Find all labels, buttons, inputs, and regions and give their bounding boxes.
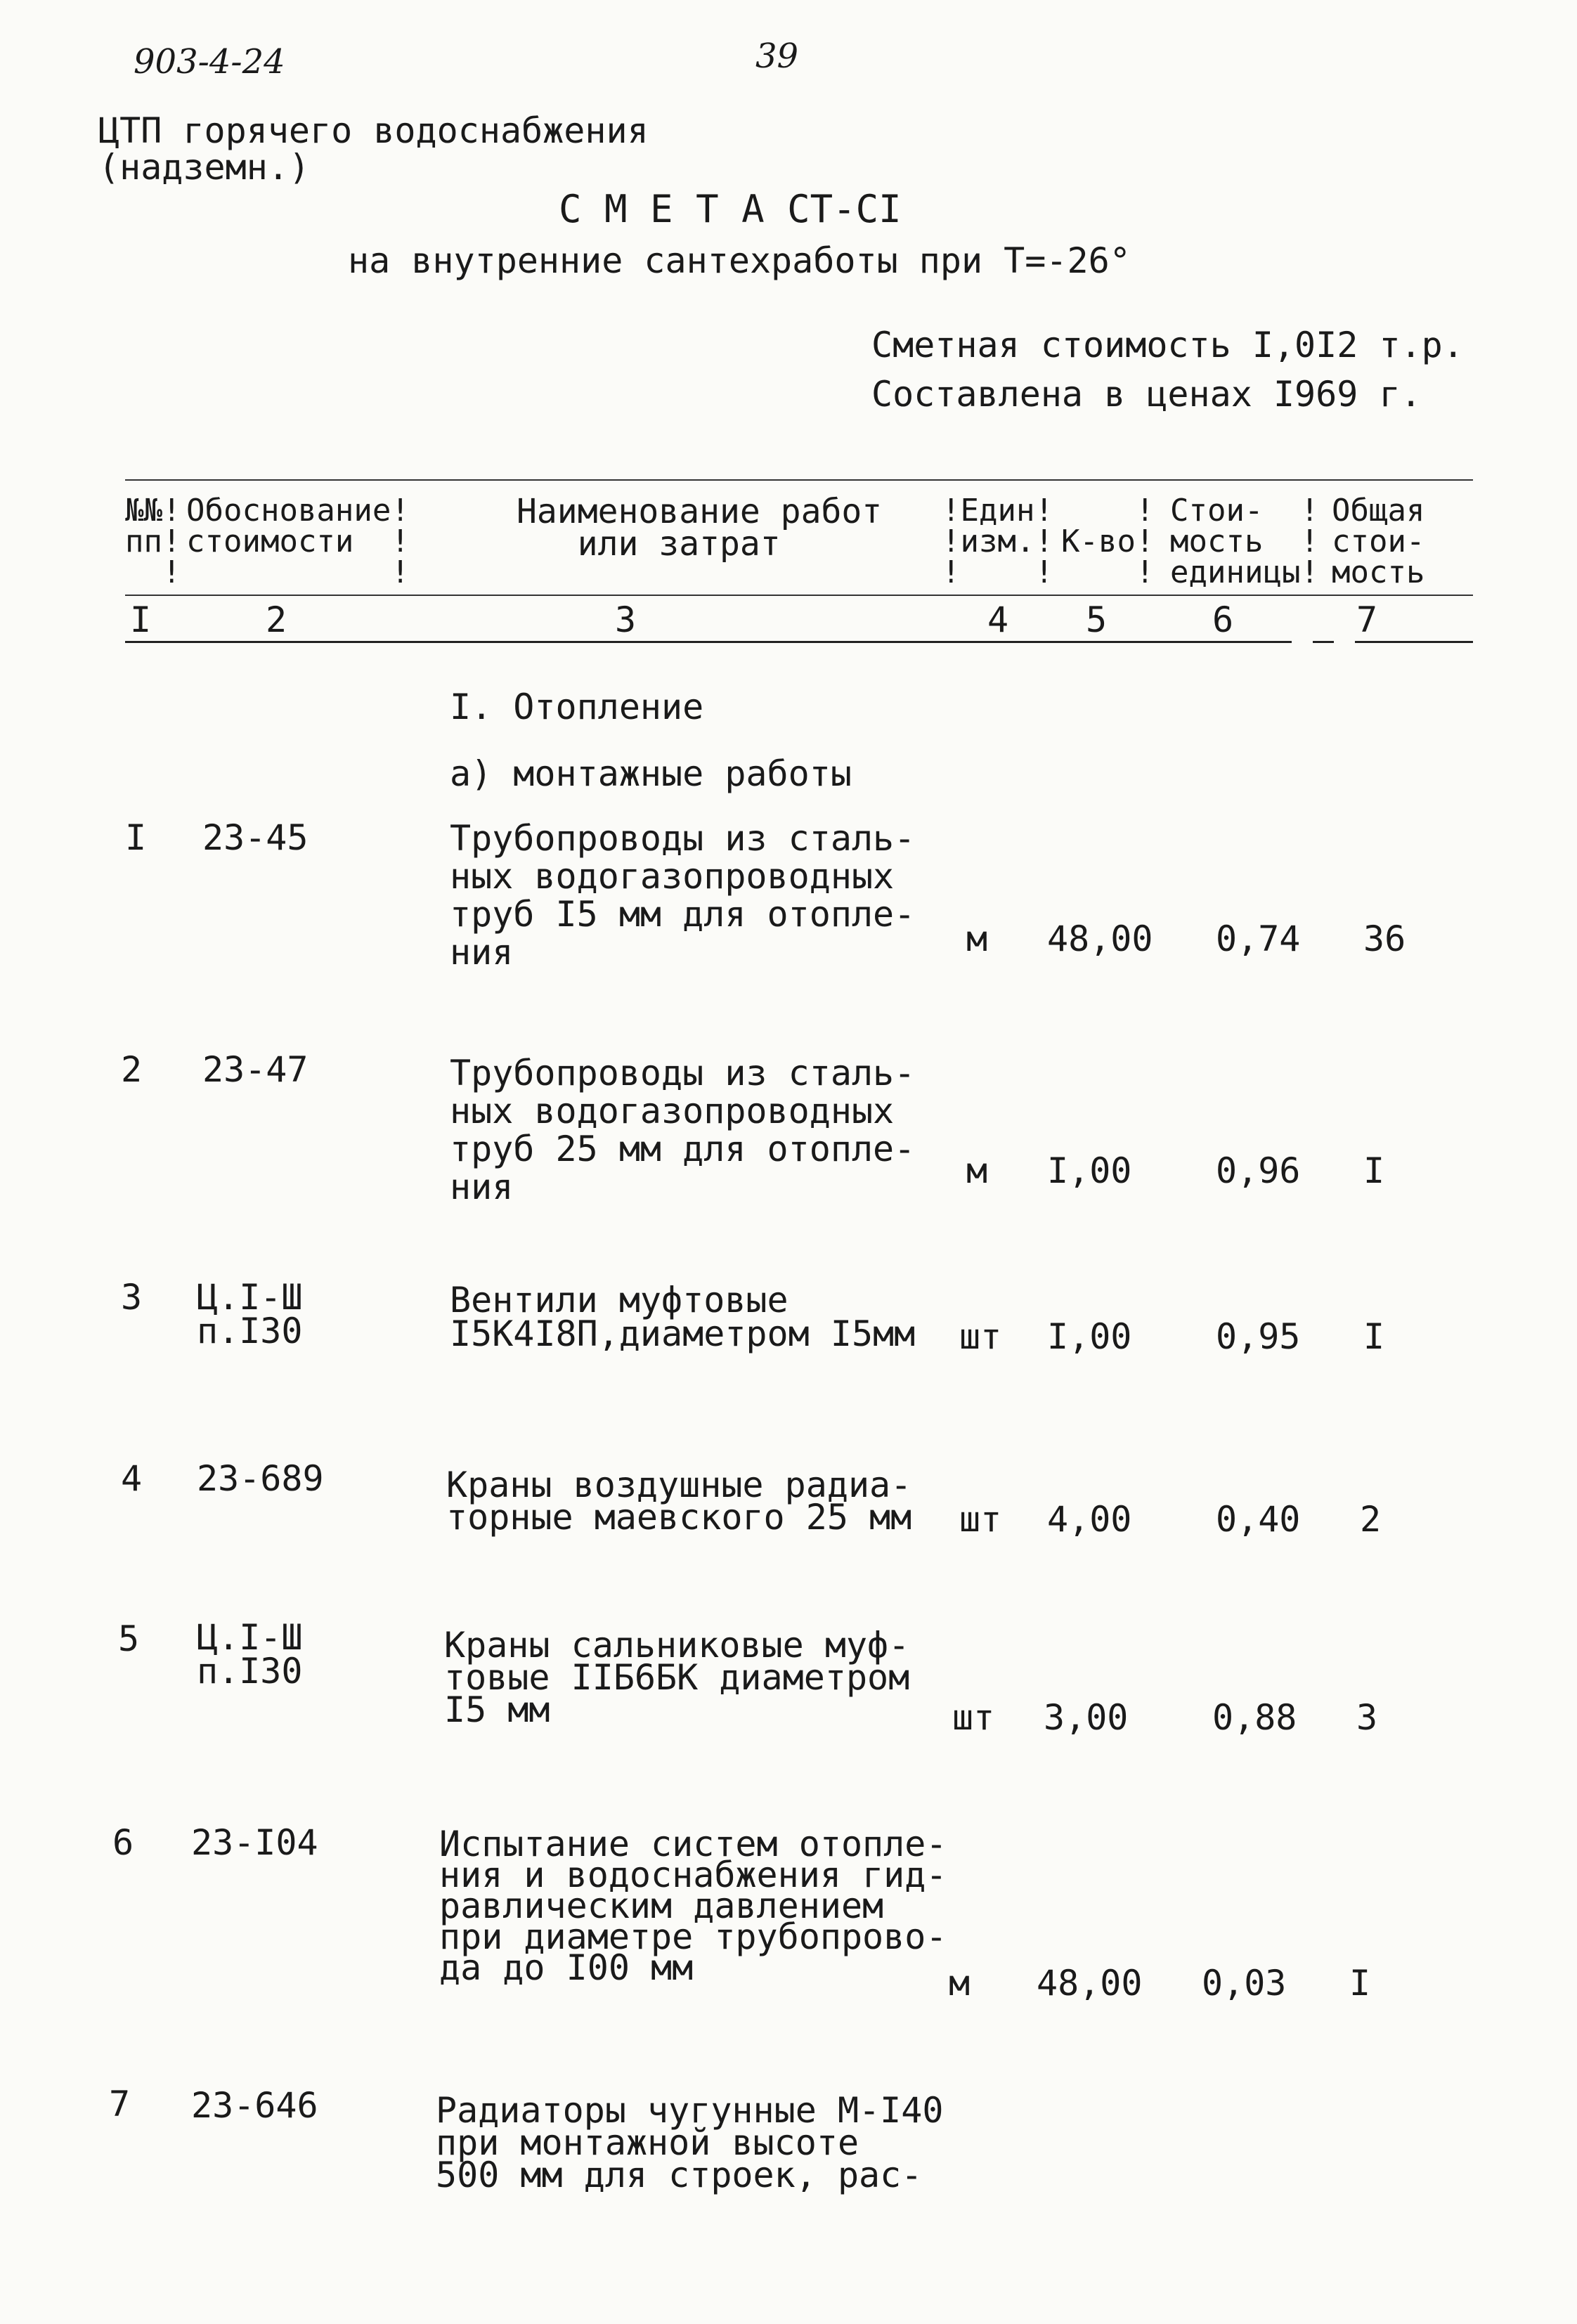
row-total: I xyxy=(1363,1150,1385,1191)
header-num: №№! пп! ! xyxy=(125,493,181,590)
document-code: 903-4-24 xyxy=(134,42,285,82)
row-qty: 4,00 xyxy=(1047,1499,1132,1540)
document-subtitle: на внутренние сантехработы при Т=-26° xyxy=(348,240,1131,281)
row-basis: 23-45 xyxy=(202,817,309,858)
row-number: 3 xyxy=(121,1277,143,1318)
subsection-title: а) монтажные работы xyxy=(450,753,852,794)
header-qty: ! К-во! ! xyxy=(1061,493,1155,590)
row-unit: шт xyxy=(959,1499,1002,1540)
row-unit: шт xyxy=(952,1697,995,1738)
row-number: I xyxy=(125,817,147,858)
row-basis: Ц.I-Ш п.I30 xyxy=(197,1617,303,1692)
row-basis: Ц.I-Ш п.I30 xyxy=(197,1277,303,1351)
row-total: I xyxy=(1363,1316,1385,1357)
column-number: 7 xyxy=(1356,599,1378,640)
row-unit-cost: 0,03 xyxy=(1202,1963,1287,2004)
row-name: Краны сальниковые муф- товые IIБ6БК диаметром I5 мм xyxy=(444,1625,910,1730)
price-base: Составлена в ценах I969 г. xyxy=(871,374,1422,415)
column-number: 5 xyxy=(1086,599,1108,640)
row-name: Радиаторы чугунные М-I40 при монтажной высоте 500 мм для строек, рас- xyxy=(436,2090,944,2195)
row-qty: 48,00 xyxy=(1047,918,1153,959)
document-title: С М Е Т А СТ-СI xyxy=(559,187,902,231)
column-number-rule xyxy=(125,641,1473,643)
header-basis: Обоснование! стоимости ! ! xyxy=(186,493,410,590)
row-number: 6 xyxy=(112,1822,134,1863)
row-total: 36 xyxy=(1363,918,1406,959)
row-unit-cost: 0,88 xyxy=(1212,1697,1297,1738)
estimated-cost: Сметная стоимость I,0I2 т.р. xyxy=(871,325,1464,365)
row-name: Вентили муфтовые I5К4I8П,диаметром I5мм xyxy=(450,1280,916,1354)
column-number: 2 xyxy=(266,599,287,640)
row-total: 2 xyxy=(1360,1499,1382,1540)
row-qty: 3,00 xyxy=(1044,1697,1129,1738)
project-name: ЦТП горячего водоснабжения xyxy=(98,110,649,151)
table-top-rule xyxy=(125,479,1473,481)
column-number: 4 xyxy=(987,599,1009,640)
section-title: I. Отопление xyxy=(450,687,704,727)
row-name: Трубопроводы из сталь- ных водогазопроводных труб I5 мм для отопле- ния xyxy=(450,818,916,973)
row-number: 5 xyxy=(118,1618,140,1659)
row-unit-cost: 0,74 xyxy=(1216,918,1301,959)
row-unit-cost: 0,96 xyxy=(1216,1150,1301,1191)
row-unit: м xyxy=(966,1150,988,1191)
row-unit: м xyxy=(949,1963,971,2004)
row-basis: 23-I04 xyxy=(191,1822,318,1863)
row-name: Трубопроводы из сталь- ных водогазопроводных труб 25 мм для отопле- ния xyxy=(450,1053,916,1207)
row-basis: 23-646 xyxy=(191,2085,318,2126)
header-total-cost: Общая стои- мость xyxy=(1332,493,1425,590)
row-name: Испытание систем отопле- ния и водоснабжения гид- равлическим давлением при диаметре трубопрово- да до I00 мм xyxy=(439,1824,947,1988)
row-qty: 48,00 xyxy=(1037,1963,1143,2004)
row-unit-cost: 0,95 xyxy=(1216,1316,1301,1357)
column-number: I xyxy=(130,599,152,640)
row-qty: I,00 xyxy=(1047,1316,1132,1357)
row-unit-cost: 0,40 xyxy=(1216,1499,1301,1540)
row-qty: I,00 xyxy=(1047,1150,1132,1191)
row-name: Краны воздушные радиа- торные маевского 25 мм xyxy=(446,1465,912,1538)
header-name: Наименование работ или затрат xyxy=(517,492,883,564)
project-subtitle: (надземн.) xyxy=(98,147,311,188)
page-number: 39 xyxy=(755,37,799,76)
header-unit: !Един! !изм.! ! ! xyxy=(942,493,1053,590)
row-number: 7 xyxy=(109,2084,131,2124)
row-unit: м xyxy=(966,918,988,959)
row-unit: шт xyxy=(959,1316,1002,1357)
row-number: 2 xyxy=(121,1049,143,1090)
row-basis: 23-47 xyxy=(202,1049,309,1090)
row-basis: 23-689 xyxy=(197,1458,324,1499)
header-bottom-rule xyxy=(125,595,1473,596)
column-number: 3 xyxy=(615,599,637,640)
row-total: 3 xyxy=(1356,1697,1378,1738)
header-unit-cost: Стои- ! мость ! единицы! xyxy=(1170,493,1319,590)
row-total: I xyxy=(1349,1963,1371,2004)
column-number: 6 xyxy=(1212,599,1234,640)
row-number: 4 xyxy=(121,1458,143,1499)
